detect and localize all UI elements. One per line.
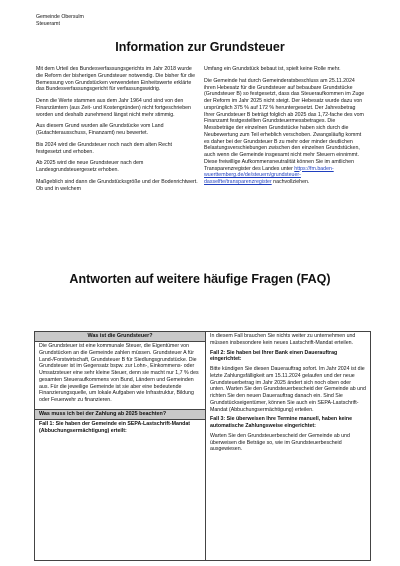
paragraph-text-end: nachvollziehen.	[273, 179, 310, 185]
paragraph: Mit dem Urteil des Bundesverfassungsgerichts im Jahr 2018 wurde die Reform der bisherigen Grundsteuer notwendig. Die bisher für die Bemessung von Grundstücken verwendeten Einheitswerte erklärte das Bundesverfassungsgericht für verfassungswidrig.	[36, 66, 196, 93]
transparency-register-link[interactable]: https://fm.baden-wuerttemberg.de/de/steuern/grundsteuer-dasselfte/transparenzregister	[204, 165, 334, 185]
answer-text: In diesem Fall brauchen Sie nichts weiter zu unternehmen und müssen insbesondere kein neues Lastschrift-Mandat erteilen.	[210, 333, 356, 346]
answer-case: Fall 1: Sie haben der Gemeinde ein SEPA-Lastschrift-Mandat (Abbuchungsermächtigung) erteilt:	[39, 420, 191, 434]
answer-text: Warten Sie den Grundsteuerbescheid der Gemeinde ab und überweisen die Beträge so, wie im Grundsteuerbescheid ausgewiesen.	[210, 432, 350, 453]
paragraph: Ab 2025 wird die neue Grundsteuer nach dem Landesgrundsteuergesetz erhoben.	[36, 160, 144, 173]
main-title: Information zur Grundsteuer	[115, 40, 285, 54]
faq-answer	[35, 342, 205, 409]
intro-column-right	[204, 66, 366, 191]
faq-question-heading: Was ist die Grundsteuer?	[35, 332, 205, 342]
faq-left-column	[35, 332, 206, 560]
paragraph: Denn die Werte stammen aus dem Jahr 1964 und sind von den Finanzämtern (aus Zeit- und Kostengründen) nicht fortgeschrieben worden und deshalb zunehmend längst nicht mehr stimmig.	[36, 98, 191, 118]
faq-answer	[206, 332, 370, 458]
paragraph-text: Die Gemeinde hat durch Gemeinderatsbeschluss am 25.11.2024 ihren Hebesatz für die Grundsteuer auf bebaubare Grundstücke (Grundsteuer B) so festgesetzt, dass das Steueraufkommen im Zuge der Reform im Jahr 2025 nicht steigt. Der Hebesatz wurde dazu von ursprünglich 375 % auf 172 % heruntergesetzt. Der Jahresbetrag Ihrer Grundsteuer B beträgt folglich ab 2025 das 1,72-fache des vom Finanzamt festgestellten Grundsteuermessbetrages. Die Messbeträge der einzelnen Grundstücke haben sich durch die Neubewertung zum Teil erheblich verschoben. Zwangsläufig kommt es daher bei der Grundsteuer B zu mehr oder minder deutlichen Belastungsverschiebungen zwischen den einzelnen Grundstücken, auch wenn die Gemeinde insgesamt nicht mehr Steuern einnimmt. Diese freiwillige Aufkommensneutralität können Sie im amtlichen Transparenzregister des Landes unter	[204, 77, 365, 172]
intro-column-left	[36, 66, 198, 197]
answer-case: Fall 2: Sie haben bei Ihrer Bank einen Dauerauftrag eingerichtet:	[210, 349, 338, 363]
paragraph	[204, 78, 366, 186]
municipality-name: Gemeinde Obersulm	[36, 14, 84, 20]
department-name: Steueramt	[36, 20, 60, 27]
paragraph: Umfang ein Grundstück bebaut ist, spielt keine Rolle mehr.	[204, 66, 341, 72]
answer-text: Die Grundsteuer ist eine kommunale Steuer, die Eigentümer von Grundstücken an die Gemeinde zahlen müssen. Grundsteuer A für Land-/Forstwirtschaft, Grundsteuer B für Siedlungsgrundstücke. Die Grundsteuer ist im Gegensatz bspw. zur Lohn-, Einkommens- oder Umsatzsteuer eine sehr kleine Steuer, denn sie macht nur 1,7 % des gesamten Steueraufkommens von Bund, Ländern und Gemeinden aus. Für die jeweilige Gemeinde ist sie aber eine bedeutende Finanzierungsquelle, um lokale Aufgaben wie Infrastruktur, Bildung oder Feuerwehr zu finanzieren.	[39, 343, 199, 403]
paragraph: Bis 2024 wird die Grundsteuer noch nach dem alten Recht festgesetzt und erhoben.	[36, 141, 172, 155]
faq-answer	[35, 420, 205, 440]
paragraph: Maßgeblich sind dann die Grundstücksgröße und der Bodenrichtwert. Ob und in welchem	[36, 178, 198, 192]
paragraph: Aus diesem Grund wurden alle Grundstücke vom Land (Gutachterausschuss, Finanzamt) neu bewertet.	[36, 123, 164, 136]
faq-title: Antworten auf weitere häufige Fragen (FAQ)	[69, 272, 331, 286]
faq-table	[34, 331, 371, 561]
answer-text: Bitte kündigen Sie diesen Dauerauftrag sofort. Im Jahr 2024 ist die letzte Zahlungsfälligkeit am 15.11.2024 gelaufen und der neue Grundsteuerbetrag im Jahr 2025 ändert sich noch oben oder unten. Warten Sie den Grundsteuerbescheid der Gemeinde ab und richten Sie den neuen Dauerauftrag danach ein. Sind Sie Grundstückseigentümer, können Sie auch ein SEPA-Lastschrift-Mandat (Abbuchungsermächtigung) erteilen.	[210, 366, 366, 413]
answer-case: Fall 3: Sie überweisen Ihre Termine manuell, haben keine automatische Zahlungsweise eingerichtet:	[210, 416, 352, 429]
faq-right-column	[206, 332, 370, 560]
document-header	[36, 14, 84, 27]
faq-question-heading: Was muss ich bei der Zahlung ab 2025 beachten?	[35, 409, 205, 420]
